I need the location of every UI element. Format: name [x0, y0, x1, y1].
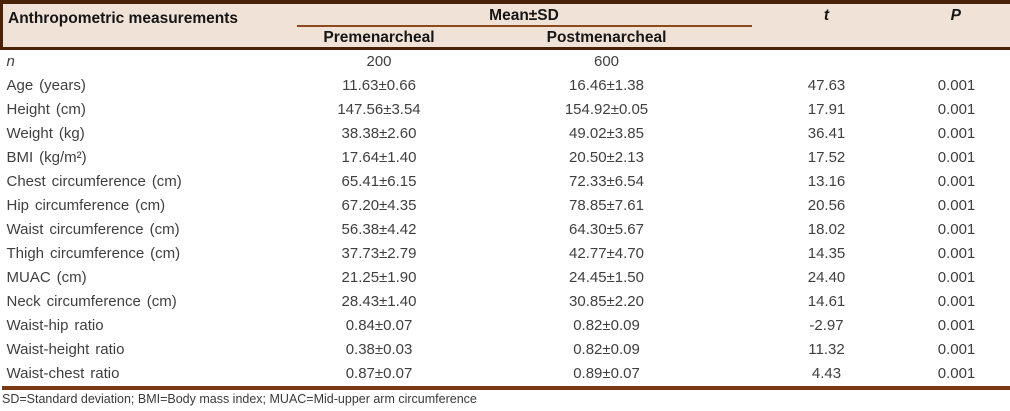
- table-row: [2, 242, 1010, 266]
- header-t: t: [752, 2, 902, 49]
- cell-t: 24.40: [807, 269, 846, 286]
- cell-t: 17.91: [807, 101, 846, 118]
- cell-label: Hip circumference (cm): [6, 197, 166, 214]
- cell-label: Neck circumference (cm): [6, 293, 177, 310]
- cell-label: Chest circumference (cm): [6, 173, 182, 190]
- cell-p: 0.001: [937, 149, 976, 166]
- cell-t: 18.02: [807, 221, 846, 238]
- cell-post: 20.50±2.13: [569, 149, 644, 166]
- cell-post: 0.82±0.09: [573, 341, 640, 358]
- cell-label: MUAC (cm): [6, 269, 87, 286]
- cell-p: 0.001: [937, 269, 976, 286]
- cell-t: 14.61: [807, 293, 846, 310]
- cell-t: 13.16: [807, 173, 846, 190]
- table-row: [2, 362, 1010, 388]
- table-row: [2, 218, 1010, 242]
- cell-label: n: [6, 53, 15, 70]
- cell-pre: 0.38±0.03: [345, 341, 413, 358]
- header-mean-sd: Mean±SD: [297, 2, 752, 26]
- cell-t: 17.52: [807, 149, 846, 166]
- cell-pre: 0.84±0.07: [345, 317, 413, 334]
- cell-p: 0.001: [937, 101, 976, 118]
- table-row: [2, 122, 1010, 146]
- cell-pre: 21.25±1.90: [341, 269, 417, 286]
- cell-post: 0.89±0.07: [462, 362, 752, 388]
- cell-label: BMI (kg/m²): [6, 149, 87, 166]
- cell-label: Age (years): [6, 77, 86, 94]
- cell-post: 30.85±2.20: [569, 293, 644, 310]
- cell-pre: 37.73±2.79: [341, 245, 417, 262]
- cell-t: 14.35: [807, 245, 846, 262]
- header-p: P: [902, 2, 1010, 49]
- header-premenarcheal: Premenarcheal: [297, 26, 462, 49]
- cell-label: Thigh circumference (cm): [6, 245, 181, 262]
- table-row: [2, 314, 1010, 338]
- cell-pre: 38.38±2.60: [341, 125, 417, 142]
- cell-post: 154.92±0.05: [564, 101, 649, 118]
- cell-pre: 17.64±1.40: [341, 149, 417, 166]
- cell-p: 0.001: [937, 221, 976, 238]
- cell-t: 4.43: [752, 362, 902, 388]
- cell-p: 0.001: [937, 341, 976, 358]
- header-row-1: [2, 2, 1010, 26]
- cell-p: 0.001: [937, 197, 976, 214]
- cell-t: 11.32: [808, 341, 845, 358]
- table-row: [2, 290, 1010, 314]
- cell-label: Waist circumference (cm): [6, 221, 180, 238]
- cell-post: 24.45±1.50: [569, 269, 644, 286]
- cell-p: 0.001: [937, 77, 976, 94]
- cell-post: 42.77±4.70: [569, 245, 644, 262]
- cell-pre: 147.56±3.54: [337, 101, 421, 118]
- table-row: [2, 170, 1010, 194]
- table-row: [2, 338, 1010, 362]
- cell-post: 72.33±6.54: [569, 173, 644, 190]
- cell-t: [752, 49, 902, 75]
- cell-p: 0.001: [937, 293, 976, 310]
- cell-label: Waist-height ratio: [6, 341, 125, 358]
- table-footnote: SD=Standard deviation; BMI=Body mass index; MUAC=Mid-upper arm circumference: [2, 392, 477, 406]
- cell-t: 20.56: [807, 197, 846, 214]
- table-row: [2, 194, 1010, 218]
- table-row: [2, 49, 1010, 75]
- table-header: [2, 2, 1010, 49]
- cell-p: 0.001: [902, 362, 1010, 388]
- cell-p: 0.001: [937, 245, 976, 262]
- cell-pre: 11.63±0.66: [342, 77, 416, 94]
- cell-label: Weight (kg): [6, 125, 85, 142]
- table-row: [2, 146, 1010, 170]
- table-row: [2, 266, 1010, 290]
- cell-p: 0.001: [937, 317, 976, 334]
- cell-t: 47.63: [807, 77, 846, 94]
- table-row: [2, 74, 1010, 98]
- cell-p: [902, 49, 1010, 75]
- header-measurements: Anthropometric measurements: [2, 2, 297, 49]
- cell-p: 0.001: [937, 173, 976, 190]
- header-postmenarcheal: Postmenarcheal: [462, 26, 752, 49]
- cell-label: Height (cm): [6, 101, 86, 118]
- cell-p: 0.001: [937, 125, 976, 142]
- cell-t: -2.97: [809, 317, 844, 334]
- cell-pre: 56.38±4.42: [341, 221, 417, 238]
- table-row: [2, 98, 1010, 122]
- cell-pre: 200: [366, 53, 392, 70]
- cell-label: Waist-hip ratio: [6, 317, 104, 334]
- cell-pre: 65.41±6.15: [341, 173, 417, 190]
- cell-post: 64.30±5.67: [569, 221, 644, 238]
- cell-post: 49.02±3.85: [569, 125, 644, 142]
- table-body: [2, 49, 1010, 389]
- cell-post: 0.82±0.09: [573, 317, 640, 334]
- cell-pre: 67.20±4.35: [341, 197, 417, 214]
- cell-label: Waist-chest ratio: [2, 362, 297, 388]
- cell-pre: 28.43±1.40: [341, 293, 417, 310]
- cell-post: 78.85±7.61: [569, 197, 644, 214]
- cell-pre: 0.87±0.07: [297, 362, 462, 388]
- cell-post: 16.46±1.38: [569, 77, 644, 94]
- cell-t: 36.41: [807, 125, 846, 142]
- cell-post: 600: [593, 53, 620, 70]
